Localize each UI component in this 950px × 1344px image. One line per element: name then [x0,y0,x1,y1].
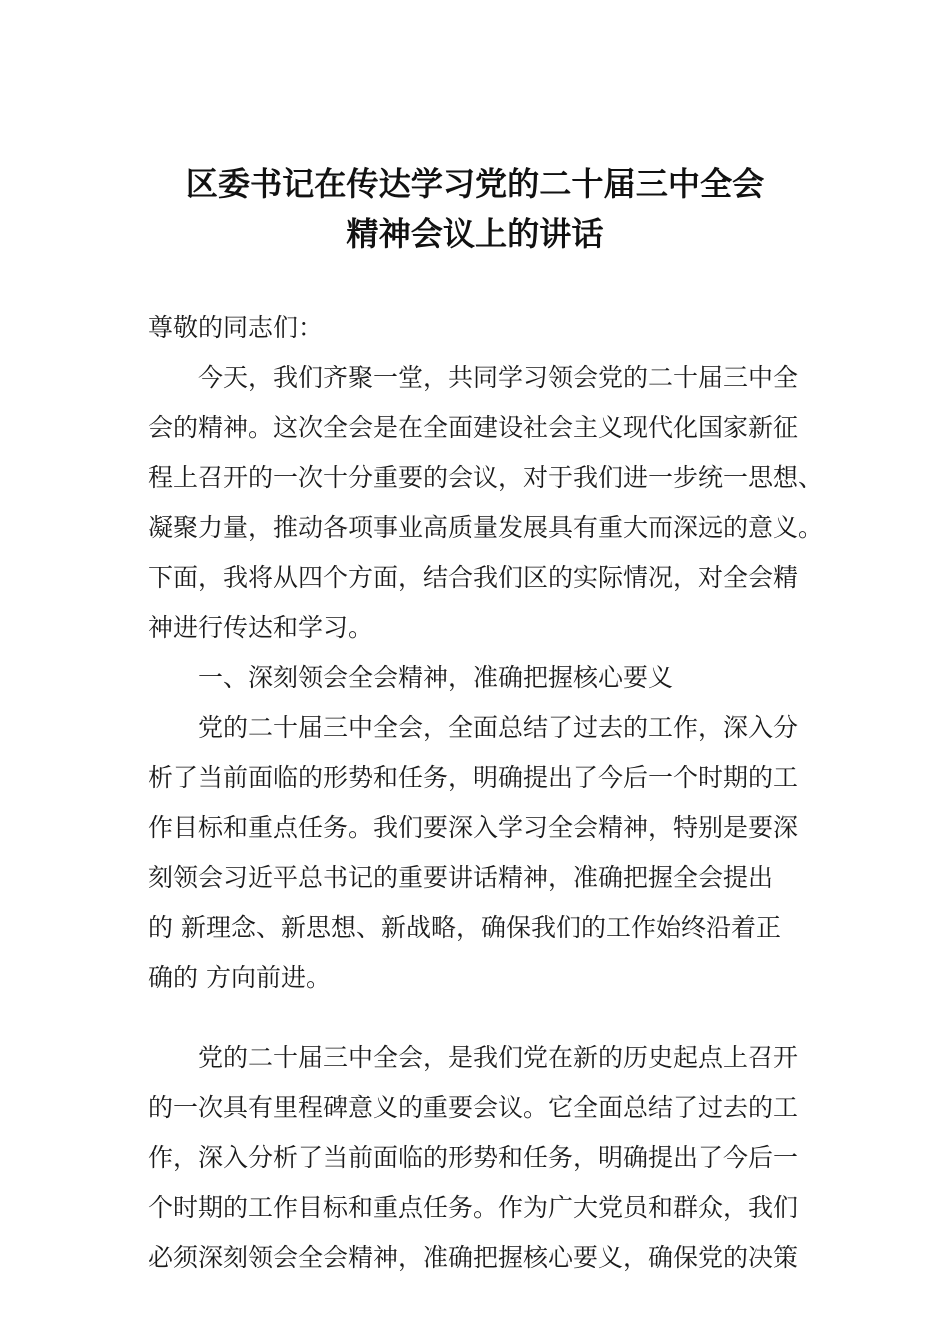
paragraph-line: 党的二十届三中全会，是我们党在新的历史起点上召开 [198,1043,799,1072]
paragraph-line: 析了当前面临的形势和任务，明确提出了今后一个时期的工 [148,763,799,792]
paragraph-line: 下面，我将从四个方面，结合我们区的实际情况，对全会精 [148,563,799,592]
salutation: 尊敬的同志们： [148,313,324,342]
paragraph-line: 的 新理念、新思想、新战略，确保我们的工作始终沿着正 [148,913,781,942]
paragraph-line: 确的 方向前进。 [148,963,331,992]
paragraph-line: 程上召开的一次十分重要的会议，对于我们进一步统一思想、 [148,463,824,492]
document-title-line-2: 精神会议上的讲话 [346,215,604,253]
paragraph-line: 的一次具有里程碑意义的重要会议。它全面总结了过去的工 [148,1093,799,1122]
paragraph-line: 作，深入分析了当前面临的形势和任务，明确提出了今后一 [148,1143,799,1172]
document-title-line-1: 区委书记在传达学习党的二十届三中全会 [185,165,765,203]
paragraph-line: 今天，我们齐聚一堂，共同学习领会党的二十届三中全 [198,363,799,392]
paragraph-line: 刻领会习近平总书记的重要讲话精神，准确把握全会提出 [148,863,774,892]
paragraph-line: 必须深刻领会全会精神，准确把握核心要义，确保党的决策 [148,1243,799,1272]
paragraph-line: 个时期的工作目标和重点任务。作为广大党员和群众，我们 [148,1193,799,1222]
paragraph-line: 会的精神。这次全会是在全面建设社会主义现代化国家新征 [148,413,799,442]
paragraph-line: 党的二十届三中全会，全面总结了过去的工作，深入分 [198,713,799,742]
paragraph-line: 作目标和重点任务。我们要深入学习全会精神，特别是要深 [148,813,799,842]
paragraph-line: 神进行传达和学习。 [148,613,374,642]
section-heading: 一、深刻领会全会精神，准确把握核心要义 [198,663,674,692]
paragraph-line: 凝聚力量，推动各项事业高质量发展具有重大而深远的意义。 [148,513,824,542]
